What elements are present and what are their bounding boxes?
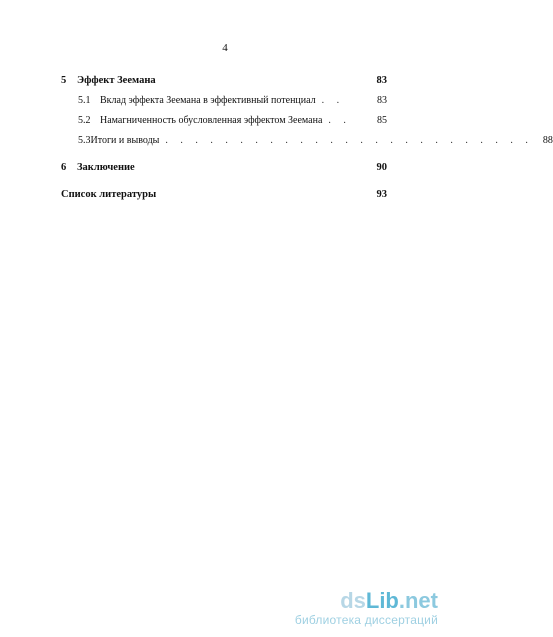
section-number: 5.1: [78, 95, 91, 106]
toc-chapter-5[interactable]: [61, 74, 387, 87]
chapter-title: Заключение: [77, 162, 135, 173]
logo-net: .net: [398, 588, 438, 613]
chapter-page: 83: [376, 75, 387, 86]
dot-leader: . . . . . . . . . . . . . . . . . . . . . . . . .: [165, 135, 533, 146]
section-title: Итоги и выводы: [90, 135, 160, 146]
toc-chapter-6[interactable]: [61, 161, 387, 174]
logo-lib: Lib: [365, 588, 399, 613]
section-page: 88: [542, 135, 553, 146]
toc-section-5-1[interactable]: [61, 94, 387, 107]
chapter-number: 6: [61, 162, 67, 173]
table-of-contents: [61, 74, 553, 201]
section-page: 85: [377, 115, 387, 126]
dslib-watermark: [295, 590, 438, 627]
toc-section-5-3[interactable]: [61, 134, 553, 147]
section-number: 5.3: [78, 135, 91, 146]
spacer: [61, 147, 387, 161]
references-page: 93: [376, 189, 387, 200]
chapter-title: Эффект Зеемана: [77, 75, 156, 86]
section-title: Вклад эффекта Зеемана в эффективный потенциал: [100, 95, 316, 106]
section-page: 83: [377, 95, 387, 106]
chapter-number: 5: [61, 75, 67, 86]
page-number: 4: [222, 42, 228, 54]
references-title: Список литературы: [61, 189, 157, 200]
dslib-logo: [295, 590, 438, 612]
section-number: 5.2: [78, 115, 91, 126]
watermark-subtitle: библиотека диссертаций: [294, 613, 438, 627]
dot-leader: . .: [328, 115, 351, 126]
section-title: Намагниченность обусловленная эффектом Зеемана: [100, 115, 323, 126]
spacer: [61, 174, 387, 188]
toc-references[interactable]: [61, 188, 387, 201]
toc-section-5-2[interactable]: [61, 114, 387, 127]
logo-ds: ds: [340, 588, 366, 613]
dot-leader: . .: [321, 95, 345, 106]
chapter-page: 90: [376, 162, 387, 173]
